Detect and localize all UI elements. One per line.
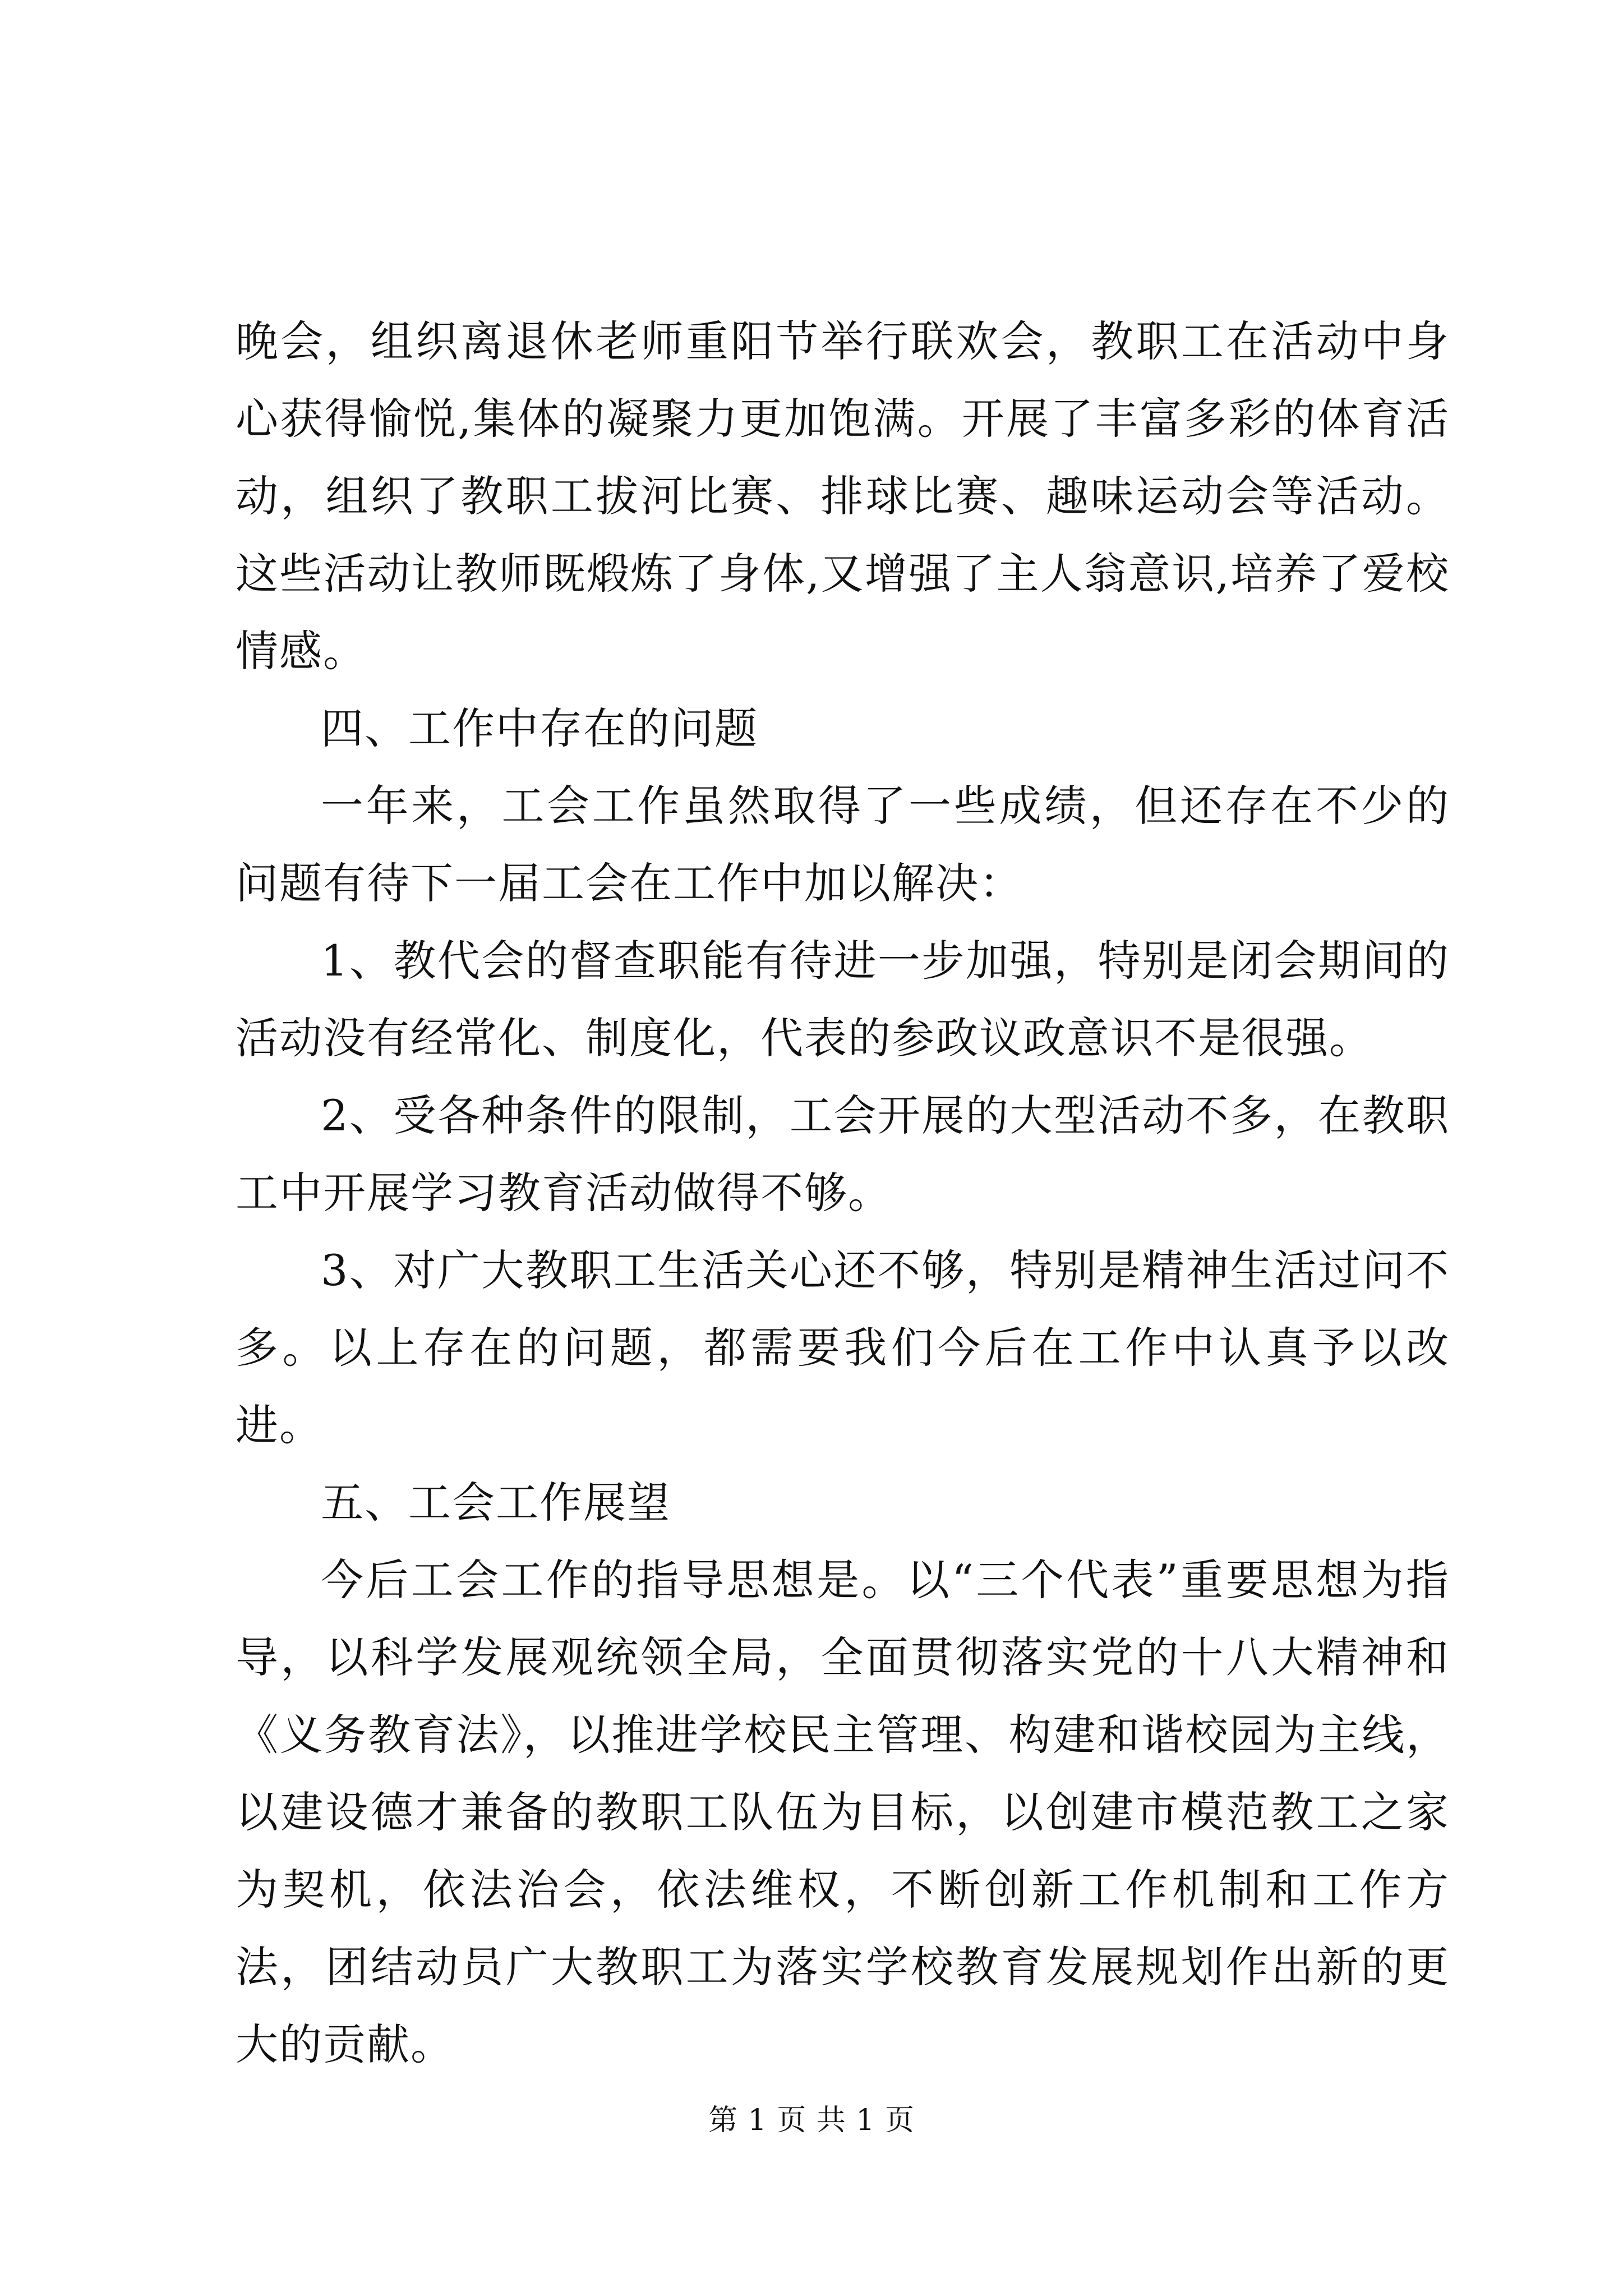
section-heading-outlook: 五、工会工作展望 xyxy=(321,1478,671,1527)
paragraph-outlook: 今后工会工作的指导思想是。以“三个代表”重要思想为指导，以科学发展观统领全局，全面贯彻落实党的十八大精神和《义务教育法》，以推进学校民主管理、构建和谐校园为主线，以建设德才兼备的教职工队伍为目标，以创建市模范教工之家为契机，依法治会，依法维权，不断创新工作机制和工作方法，团结动员广大教职工为落实学校教育发展规划作出新的更大的贡献。 xyxy=(236,1555,1450,2069)
paragraph-problem-3: 3、对广大教职工生活关心还不够，特别是精神生活过问不多。以上存在的问题，都需要我们今后在工作中认真予以改进。 xyxy=(236,1245,1450,1450)
paragraph-problems-intro: 一年来，工会工作虽然取得了一些成绩，但还存在不少的问题有待下一届工会在工作中加以解决： xyxy=(236,781,1450,908)
section-heading-problems: 四、工作中存在的问题 xyxy=(321,703,758,753)
paragraph-continuation: 晚会，组织离退休老师重阳节举行联欢会，教职工在活动中身心获得愉悦,集体的凝聚力更加饱满。开展了丰富多彩的体育活动，组织了教职工拔河比赛、排球比赛、趣味运动会等活动。这些活动让教师既煅炼了身体,又增强了主人翁意识,培养了爱校情感。 xyxy=(236,316,1450,676)
document-body xyxy=(236,303,1450,2083)
paragraph-problem-2: 2、受各种条件的限制，工会开展的大型活动不多，在教职工中开展学习教育活动做得不够。 xyxy=(236,1091,1450,1218)
page-footer: 第 1 页 共 1 页 xyxy=(708,2104,915,2137)
paragraph-problem-1: 1、教代会的督查职能有待进一步加强，特别是闭会期间的活动没有经常化、制度化，代表的参政议政意识不是很强。 xyxy=(236,936,1450,1063)
